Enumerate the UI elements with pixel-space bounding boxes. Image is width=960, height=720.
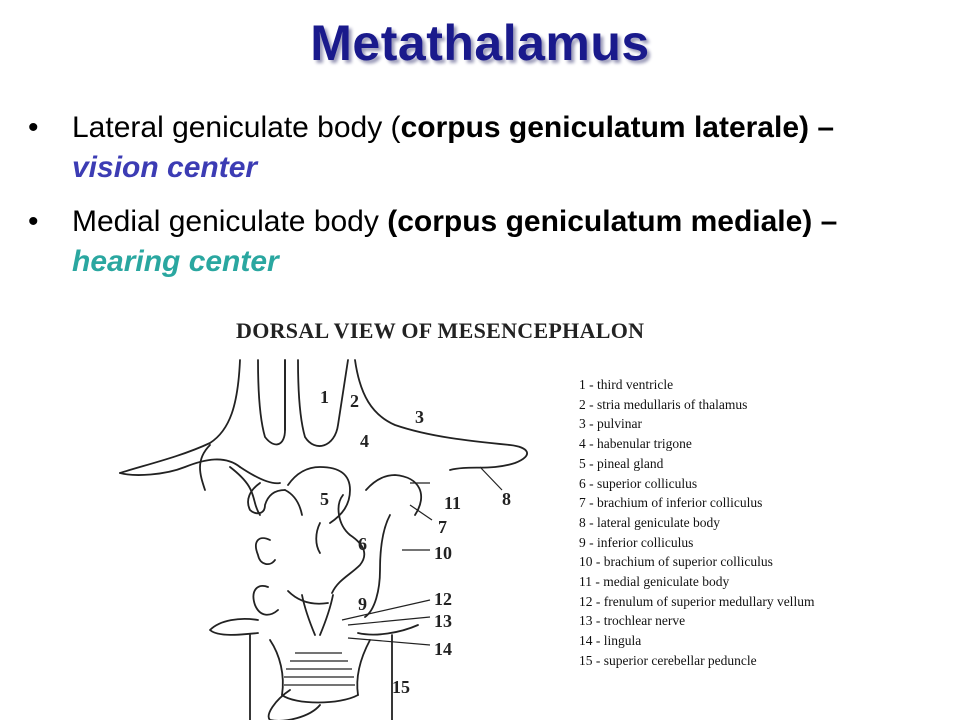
diagram-label-1: 1 — [320, 387, 329, 407]
legend-item: 10 - brachium of superior colliculus — [579, 554, 773, 570]
lingula-lines — [284, 653, 355, 685]
diagram-outline — [120, 360, 527, 720]
diagram-label-2: 2 — [350, 391, 359, 411]
legend-item: 5 - pineal gland — [579, 455, 664, 471]
diagram-label-9: 9 — [358, 594, 367, 614]
legend-item: 6 - superior colliculus — [579, 475, 698, 491]
figure-title: DORSAL VIEW OF MESENCEPHALON — [236, 318, 645, 343]
bullet-text-latin: corpus geniculatum laterale) – — [400, 111, 835, 144]
bullet-marker: • — [28, 111, 39, 144]
mesencephalon-diagram — [110, 355, 570, 720]
legend-item: 9 - inferior colliculus — [579, 534, 694, 550]
legend-item: 8 - lateral geniculate body — [579, 514, 720, 530]
bullet-text-plain: Medial geniculate body — [72, 205, 379, 238]
bullet-text-latin: (corpus geniculatum mediale) – — [387, 205, 838, 238]
diagram-label-11: 11 — [444, 493, 462, 513]
diagram-label-8: 8 — [502, 489, 511, 509]
bullet-lateral-geniculate — [28, 108, 928, 188]
bullet-text-function: vision center — [72, 151, 258, 184]
legend-item: 2 - stria medullaris of thalamus — [579, 396, 748, 412]
leader-lines — [342, 467, 502, 645]
diagram-label-12: 12 — [434, 589, 452, 609]
legend-item: 1 - third ventricle — [579, 377, 674, 392]
diagram-label-15: 15 — [392, 677, 410, 697]
diagram-label-6: 6 — [358, 534, 367, 554]
legend-item: 15 - superior cerebellar peduncle — [579, 652, 757, 668]
bullet-text-plain: Lateral geniculate body ( — [72, 111, 401, 144]
legend-item: 11 - medial geniculate body — [579, 574, 730, 590]
bullet-text-function: hearing center — [72, 245, 279, 278]
diagram-label-13: 13 — [434, 611, 452, 631]
diagram-label-4: 4 — [360, 431, 369, 451]
diagram-label-7: 7 — [438, 517, 447, 537]
bullet-marker: • — [28, 205, 39, 238]
legend-item: 3 - pulvinar — [579, 416, 642, 432]
slide-title: Metathalamus — [310, 15, 650, 71]
legend-item: 7 - brachium of inferior colliculus — [579, 495, 763, 511]
diagram-label-3: 3 — [415, 407, 424, 427]
legend-item: 4 - habenular trigone — [579, 436, 692, 452]
bullet-medial-geniculate — [28, 202, 928, 282]
diagram-label-5: 5 — [320, 489, 329, 509]
bullet-list — [28, 108, 928, 296]
legend-item: 14 - lingula — [579, 633, 642, 649]
diagram-legend — [579, 375, 814, 671]
diagram-label-14: 14 — [434, 639, 452, 659]
diagram-label-10: 10 — [434, 543, 452, 563]
legend-item: 12 - frenulum of superior medullary vellum — [579, 593, 815, 609]
legend-item: 13 - trochlear nerve — [579, 613, 686, 629]
